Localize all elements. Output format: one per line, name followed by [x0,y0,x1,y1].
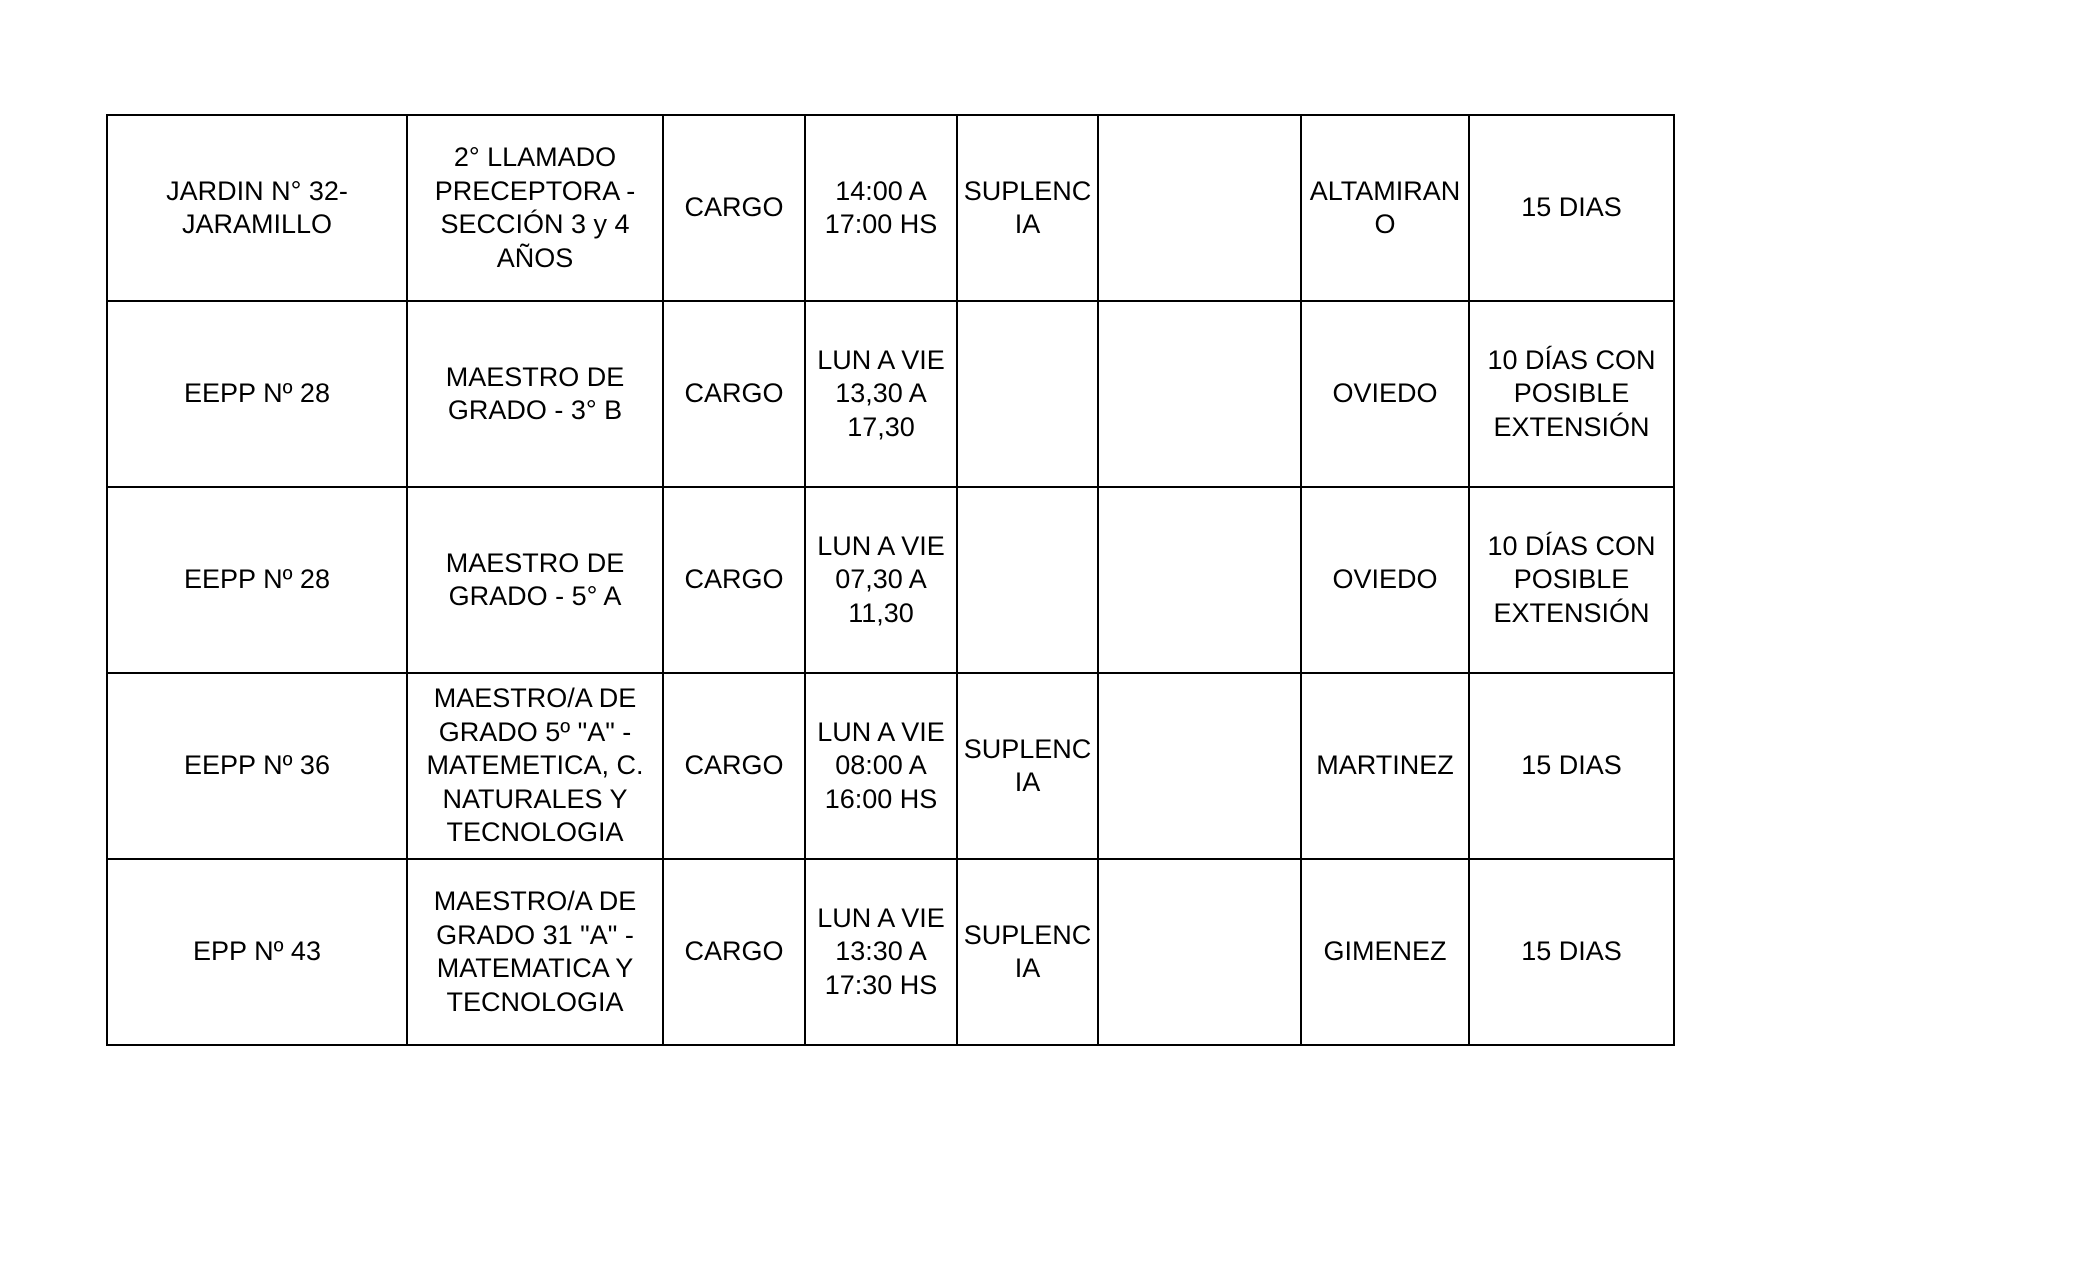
school-cell: EEPP Nº 36 [107,673,407,859]
notes-cell [1098,859,1301,1045]
school-cell: EEPP Nº 28 [107,301,407,487]
position-cell: MAESTRO/A DE GRADO 5º "A" - MATEMETICA, C. NATURALES Y TECNOLOGIA [407,673,663,859]
holder-cell: OVIEDO [1301,487,1469,673]
status-cell: SUPLENC IA [957,673,1098,859]
school-cell: EEPP Nº 28 [107,487,407,673]
duration-cell: 15 DIAS [1469,859,1674,1045]
table-row [107,673,1674,859]
status-cell: SUPLENC IA [957,859,1098,1045]
status-cell: SUPLENC IA [957,115,1098,301]
status-cell [957,301,1098,487]
position-cell: MAESTRO DE GRADO - 3° B [407,301,663,487]
notes-cell [1098,487,1301,673]
position-cell: 2° LLAMADO PRECEPTORA - SECCIÓN 3 y 4 AÑOS [407,115,663,301]
notes-cell [1098,115,1301,301]
type-cell: CARGO [663,487,805,673]
table-row [107,115,1674,301]
schedule-cell: LUN A VIE 13,30 A 17,30 [805,301,957,487]
schedule-cell: 14:00 A 17:00 HS [805,115,957,301]
holder-cell: ALTAMIRAN O [1301,115,1469,301]
holder-cell: MARTINEZ [1301,673,1469,859]
schedule-cell: LUN A VIE 13:30 A 17:30 HS [805,859,957,1045]
type-cell: CARGO [663,673,805,859]
table-row [107,487,1674,673]
holder-cell: OVIEDO [1301,301,1469,487]
status-cell [957,487,1098,673]
position-cell: MAESTRO/A DE GRADO 31 "A" - MATEMATICA Y TECNOLOGIA [407,859,663,1045]
type-cell: CARGO [663,301,805,487]
schedule-cell: LUN A VIE 07,30 A 11,30 [805,487,957,673]
type-cell: CARGO [663,115,805,301]
duration-cell: 10 DÍAS CON POSIBLE EXTENSIÓN [1469,487,1674,673]
notes-cell [1098,673,1301,859]
duration-cell: 15 DIAS [1469,673,1674,859]
school-cell: JARDIN N° 32- JARAMILLO [107,115,407,301]
position-cell: MAESTRO DE GRADO - 5° A [407,487,663,673]
vacancy-table [106,114,1675,1046]
duration-cell: 10 DÍAS CON POSIBLE EXTENSIÓN [1469,301,1674,487]
duration-cell: 15 DIAS [1469,115,1674,301]
notes-cell [1098,301,1301,487]
holder-cell: GIMENEZ [1301,859,1469,1045]
table-row [107,301,1674,487]
table-row [107,859,1674,1045]
schedule-cell: LUN A VIE 08:00 A 16:00 HS [805,673,957,859]
school-cell: EPP Nº 43 [107,859,407,1045]
type-cell: CARGO [663,859,805,1045]
